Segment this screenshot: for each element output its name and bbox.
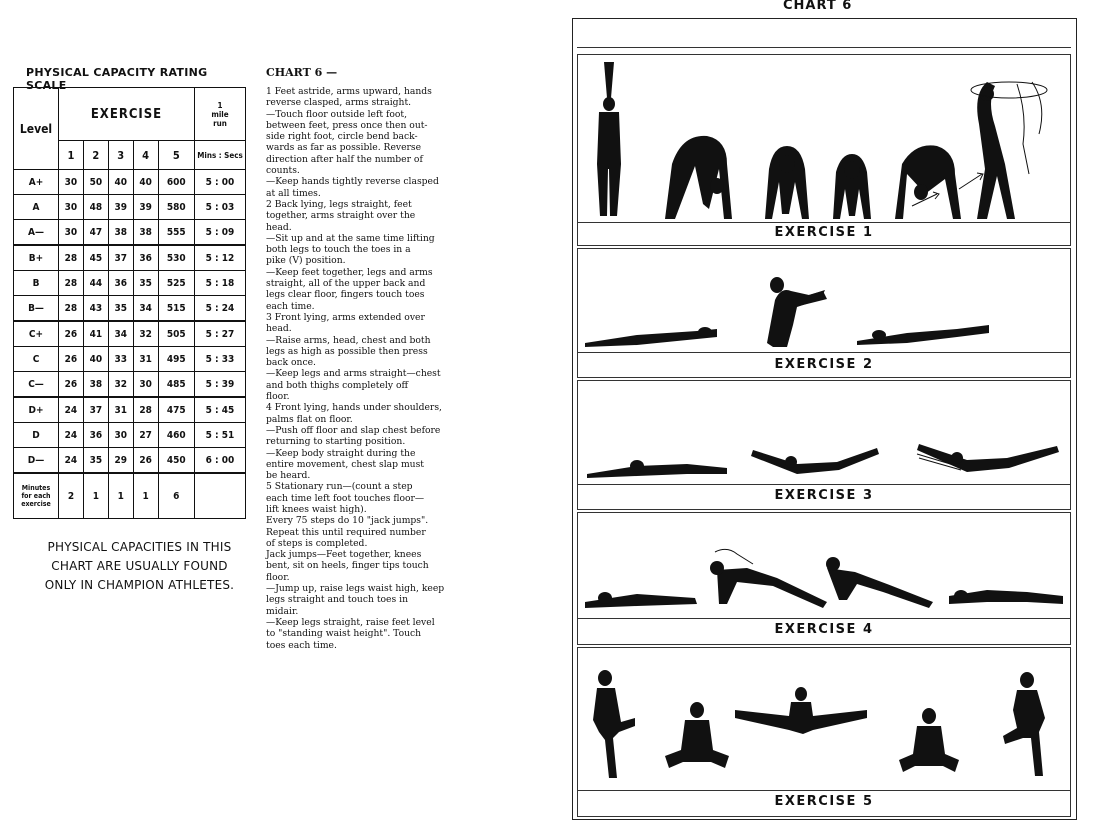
instruction-line: of steps is completed. [266, 537, 368, 549]
exercise-value-cell: 515 [158, 296, 194, 322]
instruction-line: —Keep body straight during the [266, 447, 416, 459]
exercise-5-label: EXERCISE 5 [774, 794, 874, 809]
instruction-line: legs as high as possible then press [266, 345, 428, 357]
instruction-line: side right foot, circle bend back- [266, 131, 418, 143]
instruction-line: —Keep legs and arms straight—chest [266, 368, 441, 380]
chart-title: CHART 6 [783, 0, 853, 13]
instruction-line: —Touch floor outside left foot, [266, 108, 408, 120]
instruction-line: together, arms straight over the [266, 210, 416, 222]
exercise-value-cell: 30 [133, 372, 158, 398]
instruction-line: palms flat on floor. [266, 413, 353, 425]
instruction-line: Repeat this until required number [266, 526, 426, 538]
exercise-value-cell: 485 [158, 372, 194, 398]
col-header-2: 2 [83, 141, 108, 170]
exercise-value-cell: 47 [83, 220, 108, 246]
exercise-value-cell: 495 [158, 347, 194, 372]
rating-row [14, 347, 246, 372]
exercise-value-cell: 33 [108, 347, 133, 372]
minutes-value: 1 [83, 473, 108, 519]
mile-time-cell: 5 : 27 [195, 321, 246, 347]
rating-row [14, 170, 246, 195]
instruction-line: floor. [266, 391, 290, 403]
exercise-4-figures [577, 540, 1071, 620]
exercise-3-rule [577, 484, 1071, 485]
exercise-2-rule [577, 352, 1071, 353]
instruction-line: 2 Back lying, legs straight, feet [266, 198, 412, 210]
exercise-value-cell: 24 [59, 448, 84, 474]
level-cell: A+ [14, 170, 59, 195]
exercise-value-cell: 36 [108, 271, 133, 296]
instruction-line: be heard. [266, 470, 311, 482]
exercise-value-cell: 26 [59, 372, 84, 398]
rating-row [14, 448, 246, 474]
exercise-value-cell: 40 [133, 170, 158, 195]
instruction-line: each time. [266, 300, 315, 312]
level-cell: C— [14, 372, 59, 398]
mile-time-cell: 5 : 00 [195, 170, 246, 195]
exercise-4-rule [577, 618, 1071, 619]
exercise-value-cell: 28 [59, 296, 84, 322]
rating-row [14, 245, 246, 271]
instruction-line: 5 Stationary run—(count a step [266, 481, 413, 493]
exercise-value-cell: 30 [59, 220, 84, 246]
exercise-value-cell: 38 [83, 372, 108, 398]
minutes-value: 6 [158, 473, 194, 519]
exercise-value-cell: 26 [59, 347, 84, 372]
level-cell: D [14, 423, 59, 448]
level-cell: A [14, 195, 59, 220]
mile-time-cell: 5 : 39 [195, 372, 246, 398]
mile-time-cell: 5 : 45 [195, 397, 246, 423]
minutes-empty [195, 473, 246, 519]
instruction-line: —Keep hands tightly reverse clasped [266, 176, 439, 188]
instructions-title: CHART 6 — [266, 66, 338, 79]
level-header: Level [14, 88, 59, 170]
mile-time-cell: 5 : 24 [195, 296, 246, 322]
mile-time-cell: 6 : 00 [195, 448, 246, 474]
level-cell: A— [14, 220, 59, 246]
mile-time-cell: 5 : 51 [195, 423, 246, 448]
instructions-text [266, 86, 481, 651]
rating-row [14, 372, 246, 398]
exercise-value-cell: 34 [133, 296, 158, 322]
exercise-value-cell: 38 [108, 220, 133, 246]
instruction-line: straight, all of the upper back and [266, 278, 426, 290]
exercise-value-cell: 27 [133, 423, 158, 448]
mile-run-header: 1 mile run [195, 88, 246, 141]
exercise-1-figures [577, 54, 1071, 224]
exercise-5-figures [577, 660, 1071, 790]
level-cell: C+ [14, 321, 59, 347]
instruction-line: 1 Feet astride, arms upward, hands [266, 86, 432, 97]
instruction-line: 4 Front lying, hands under shoulders, [266, 402, 442, 414]
rating-row [14, 321, 246, 347]
exercise-value-cell: 475 [158, 397, 194, 423]
exercise-value-cell: 36 [133, 245, 158, 271]
rating-row [14, 397, 246, 423]
exercise-value-cell: 555 [158, 220, 194, 246]
exercise-value-cell: 40 [83, 347, 108, 372]
instruction-line: toes each time. [266, 639, 337, 651]
exercise-value-cell: 35 [108, 296, 133, 322]
instruction-line: direction after half the number of [266, 153, 423, 165]
exercise-value-cell: 41 [83, 321, 108, 347]
instruction-line: lift knees waist high). [266, 503, 367, 515]
instruction-line: each time left foot touches floor— [266, 492, 425, 504]
exercise-value-cell: 28 [59, 271, 84, 296]
exercise-value-cell: 580 [158, 195, 194, 220]
instruction-line: pike (V) position. [266, 255, 346, 267]
instruction-line: to "standing waist height". Touch [266, 628, 422, 640]
exercise-value-cell: 45 [83, 245, 108, 271]
col-header-4: 4 [133, 141, 158, 170]
exercise-value-cell: 24 [59, 397, 84, 423]
instruction-line: counts. [266, 165, 300, 177]
col-header-5: 5 [158, 141, 194, 170]
exercise-value-cell: 29 [108, 448, 133, 474]
exercise-2-figures [577, 255, 1071, 355]
mile-time-cell: 5 : 18 [195, 271, 246, 296]
exercise-2-label: EXERCISE 2 [774, 357, 874, 372]
exercise-value-cell: 37 [83, 397, 108, 423]
instruction-line: —Raise arms, head, chest and both [266, 334, 431, 346]
instruction-line: —Keep feet together, legs and arms [266, 266, 433, 278]
level-cell: B— [14, 296, 59, 322]
instruction-line: Every 75 steps do 10 "jack jumps". [266, 515, 429, 527]
instruction-line: —Push off floor and slap chest before [266, 424, 441, 436]
exercise-value-cell: 35 [133, 271, 158, 296]
col-header-1: 1 [59, 141, 84, 170]
rating-row [14, 423, 246, 448]
exercise-value-cell: 30 [108, 423, 133, 448]
instruction-line: head. [266, 221, 292, 233]
exercise-value-cell: 460 [158, 423, 194, 448]
level-cell: D— [14, 448, 59, 474]
instruction-line: midair. [266, 605, 299, 617]
mins-secs-header: Mins : Secs [195, 141, 246, 170]
exercise-value-cell: 28 [59, 245, 84, 271]
rating-row [14, 296, 246, 322]
exercise-value-cell: 50 [83, 170, 108, 195]
instruction-line: —Jump up, raise legs waist high, keep [266, 583, 445, 595]
exercise-value-cell: 40 [108, 170, 133, 195]
exercise-value-cell: 31 [108, 397, 133, 423]
exercise-5-rule [577, 790, 1071, 791]
exercise-value-cell: 44 [83, 271, 108, 296]
instruction-line: both legs to touch the toes in a [266, 244, 411, 256]
level-cell: D+ [14, 397, 59, 423]
exercise-value-cell: 26 [133, 448, 158, 474]
instruction-line: reverse clasped, arms straight. [266, 97, 412, 109]
exercise-header: EXERCISE [59, 88, 195, 141]
instruction-line: Jack jumps—Feet together, knees [266, 549, 422, 561]
exercise-3-figures [577, 430, 1071, 490]
rating-row [14, 271, 246, 296]
rating-row [14, 220, 246, 246]
exercise-value-cell: 48 [83, 195, 108, 220]
instruction-line: —Keep legs straight, raise feet level [266, 616, 435, 628]
capacity-note: PHYSICAL CAPACITIES IN THIS CHART ARE USUALLY FOUND ONLY IN CHAMPION ATHLETES. [44, 540, 235, 592]
level-cell: B [14, 271, 59, 296]
exercise-3-label: EXERCISE 3 [774, 488, 874, 503]
mile-time-cell: 5 : 03 [195, 195, 246, 220]
col-header-3: 3 [108, 141, 133, 170]
instruction-line: and both thighs completely off [266, 379, 409, 391]
mile-time-cell: 5 : 12 [195, 245, 246, 271]
exercise-value-cell: 24 [59, 423, 84, 448]
exercise-value-cell: 525 [158, 271, 194, 296]
instruction-line: floor. [266, 571, 290, 583]
instruction-line: wards as far as possible. Reverse [266, 142, 422, 154]
exercise-value-cell: 505 [158, 321, 194, 347]
exercise-value-cell: 32 [133, 321, 158, 347]
instruction-line: —Sit up and at the same time lifting [266, 232, 435, 244]
exercise-value-cell: 34 [108, 321, 133, 347]
instruction-line: returning to starting position. [266, 436, 406, 448]
exercise-value-cell: 28 [133, 397, 158, 423]
instruction-line: 3 Front lying, arms extended over [266, 311, 425, 323]
exercise-value-cell: 530 [158, 245, 194, 271]
exercise-value-cell: 37 [108, 245, 133, 271]
exercise-value-cell: 600 [158, 170, 194, 195]
exercise-value-cell: 31 [133, 347, 158, 372]
exercise-value-cell: 30 [59, 195, 84, 220]
rating-scale-title: PHYSICAL CAPACITY RATING SCALE [26, 66, 208, 92]
instruction-line: between feet, press once then out- [266, 119, 428, 131]
instruction-line: bent, sit on heels, finger tips touch [266, 560, 429, 572]
instruction-line: at all times. [266, 187, 321, 199]
exercise-value-cell: 36 [83, 423, 108, 448]
exercise-4-label: EXERCISE 4 [774, 622, 874, 637]
mile-time-cell: 5 : 33 [195, 347, 246, 372]
minutes-value: 1 [133, 473, 158, 519]
rating-table [13, 87, 246, 519]
instruction-line: entire movement, chest slap must [266, 458, 424, 470]
instruction-line: legs clear floor, fingers touch toes [266, 289, 425, 301]
exercise-1-rule [577, 222, 1071, 223]
level-cell: B+ [14, 245, 59, 271]
instruction-line: head. [266, 323, 292, 335]
level-cell: C [14, 347, 59, 372]
frame-top-rule [577, 47, 1071, 48]
mile-time-cell: 5 : 09 [195, 220, 246, 246]
exercise-value-cell: 32 [108, 372, 133, 398]
exercise-value-cell: 38 [133, 220, 158, 246]
instruction-line: back once. [266, 357, 316, 369]
exercise-value-cell: 26 [59, 321, 84, 347]
exercise-value-cell: 39 [133, 195, 158, 220]
minutes-label: Minutes for each exercise [14, 473, 59, 519]
exercise-value-cell: 39 [108, 195, 133, 220]
exercise-value-cell: 35 [83, 448, 108, 474]
exercise-value-cell: 43 [83, 296, 108, 322]
minutes-value: 2 [59, 473, 84, 519]
minutes-value: 1 [108, 473, 133, 519]
exercise-value-cell: 30 [59, 170, 84, 195]
instruction-line: legs straight and touch toes in [266, 594, 408, 606]
rating-row [14, 195, 246, 220]
exercise-value-cell: 450 [158, 448, 194, 474]
exercise-1-label: EXERCISE 1 [774, 225, 874, 240]
